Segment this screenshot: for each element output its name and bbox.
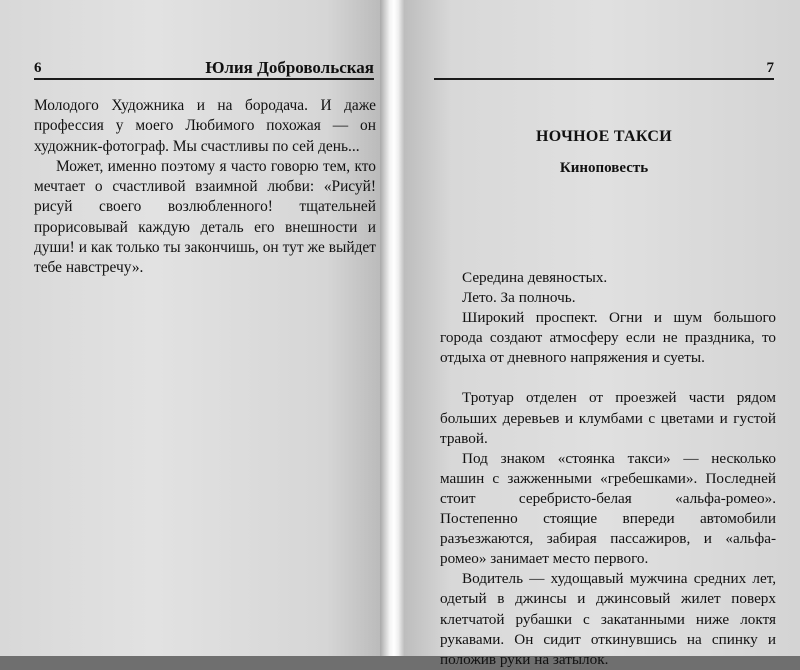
left-page-text [34, 96, 376, 279]
left-paragraph-1: Молодого Художника и на бородача. И даже профессия у моего Любимого похожая — он художник-фотограф. Мы счастливы по сей день... [34, 97, 376, 155]
right-paragraph-2: Лето. За полночь. [462, 289, 576, 307]
right-page-number: 7 [766, 60, 774, 76]
left-paragraph-2: Может, именно поэтому я часто говорю тем, кто мечтает о счастливой взаимной любви: «Рисуй! рисуй своего возлюбленного! тщательней прорисовывай каждую деталь его внешности и души! и как только ты закончишь, он тут же выйдет тебе навстречу». [34, 157, 376, 277]
right-page-text [440, 268, 776, 670]
right-paragraph-1: Середина девяностых. [462, 269, 608, 286]
left-page-header [34, 58, 374, 80]
right-page [404, 0, 800, 668]
story-title: НОЧНОЕ ТАКСИ [535, 128, 673, 145]
story-subtitle: Киноповесть [559, 160, 649, 176]
right-paragraph-5: Под знаком «стоянка такси» — несколько машин с зажженными «гребешками». Последней стоит серебристо-белая «альфа-ромео». Постепенно стоящие впереди автомобили разъезжаются, забирая пассажиров, и «альфа-ромео» занимает место первого. [440, 449, 776, 568]
right-paragraph-6: Водитель — худощавый мужчина средних лет, одетый в джинсы и джинсовый жилет поверх клетчатой рубашки с закатанными ниже локтя рукавами. Он сидит откинувшись на спинку и положив руки на затылок. [440, 570, 776, 668]
left-page-number: 6 [34, 60, 42, 76]
right-page-header [434, 58, 774, 80]
right-paragraph-4: Тротуар отделен от проезжей части рядом больших деревьев и клумбами с цветами и густой травой. [440, 389, 776, 447]
running-head: Юлия Добровольская [205, 58, 374, 77]
left-page [0, 0, 384, 656]
show-through-texture [40, 270, 370, 650]
right-paragraph-3: Широкий проспект. Огни и шум большого города создают атмосферу если не праздника, то отдыха от дневного напряжения и суеты. [440, 309, 776, 367]
